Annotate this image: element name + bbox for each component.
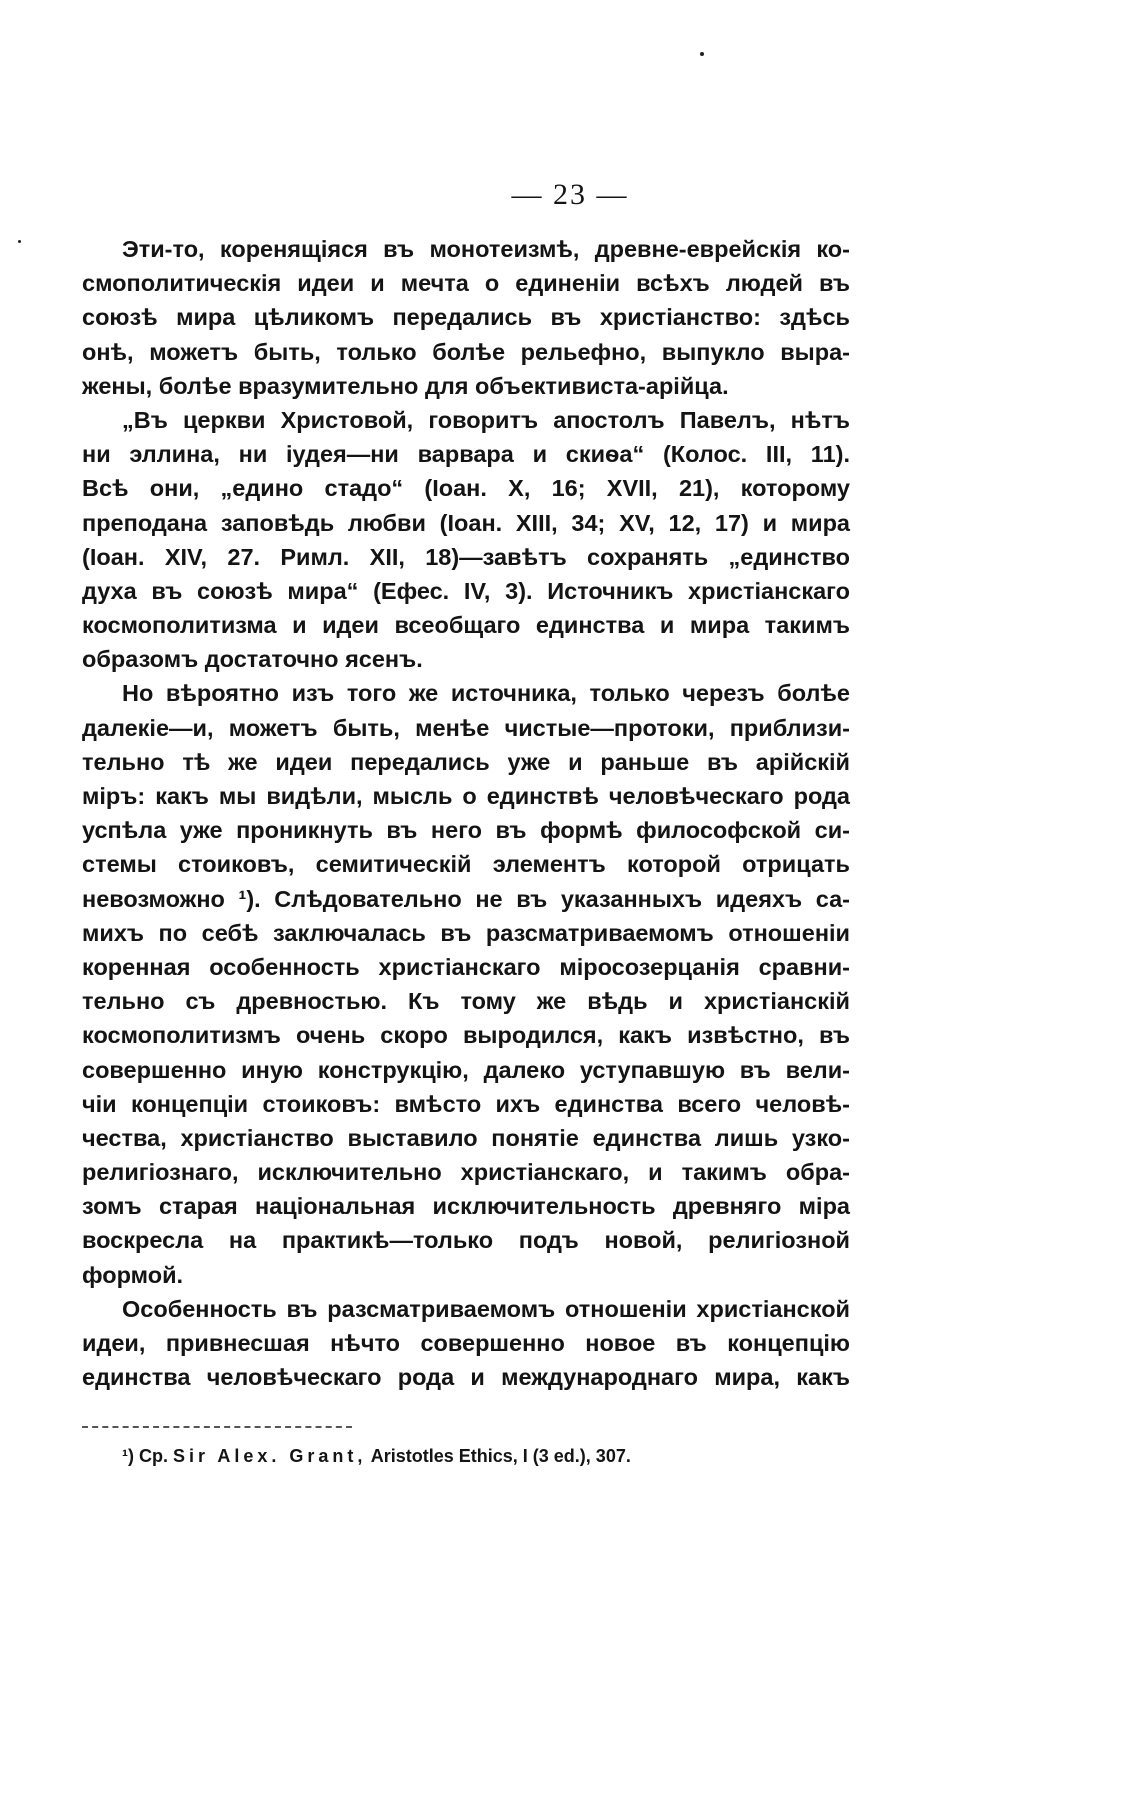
paragraph-1 [82, 232, 850, 403]
text-line: чества, христіанство выставило понятіе единства лишь узко- [82, 1124, 850, 1151]
text-line: космополитизма и идеи всеобщаго единства и мира такимъ [82, 612, 850, 639]
text-line: „Въ церкви Христовой, говоритъ апостолъ Павелъ, нѣтъ [122, 406, 850, 433]
text-line: стемы стоиковъ, семитическій элементъ которой отрицать [82, 851, 850, 878]
text-line: Всѣ они, „едино стадо“ (Іоан. X, 16; XVII, 21), которому [82, 475, 850, 502]
text-line: зомъ старая національная исключительность древняго міра [82, 1193, 850, 1220]
body-text [82, 232, 850, 1394]
text-line: образомъ достаточно ясенъ. [82, 646, 423, 673]
footnote-marker: ¹) [122, 1446, 134, 1466]
footnote-reference: Aristotles Ethics, I (3 ed.), 307. [370, 1446, 631, 1466]
text-line: невозможно ¹). Слѣдовательно не въ указанныхъ идеяхъ са- [82, 885, 850, 912]
text-line: совершенно иную конструкцію, далеко уступавшую въ вели- [82, 1056, 850, 1083]
text-line: далекіе—и, можетъ быть, менѣе чистые—протоки, приблизи- [82, 714, 850, 741]
text-line: союзѣ мира цѣликомъ передались въ христіанство: здѣсь [82, 304, 850, 331]
paragraph-4 [82, 1292, 850, 1395]
page-number: — 23 — [511, 178, 629, 211]
paragraph-2 [82, 403, 850, 677]
footnote [122, 1446, 631, 1467]
footnote-author: Sir Alex. Grant, [173, 1446, 367, 1466]
text-line: космополитизмъ очень скоро выродился, какъ извѣстно, въ [82, 1022, 850, 1049]
text-line: религіознаго, исключительно христіанскаго, и такимъ обра- [82, 1159, 850, 1186]
text-line: преподана заповѣдь любви (Іоан. XIII, 34; XV, 12, 17) и мира [82, 509, 850, 536]
scan-speck [700, 52, 704, 56]
text-line: чіи концепціи стоиковъ: вмѣсто ихъ единства всего человѣ- [82, 1090, 850, 1117]
text-line: воскресла на практикѣ—только подъ новой, религіозной [82, 1227, 850, 1254]
text-line: міръ: какъ мы видѣли, мысль о единствѣ человѣческаго рода [82, 783, 850, 809]
text-line: смополитическія идеи и мечта о единеніи всѣхъ людей въ [82, 270, 850, 297]
text-line: духа въ союзѣ мира“ (Ефес. IV, 3). Источникъ христіанскаго [82, 577, 850, 604]
footnote-divider [82, 1426, 352, 1428]
paragraph-3 [82, 676, 850, 1291]
text-line: тельно съ древностью. Къ тому же вѣдь и христіанскій [82, 988, 850, 1015]
text-line: тельно тѣ же идеи передались уже и раньше въ арійскій [82, 748, 850, 775]
text-line: единства человѣческаго рода и международнаго мира, какъ [82, 1364, 850, 1391]
text-line: формой. [82, 1261, 184, 1288]
text-line: михъ по себѣ заключалась въ разсматриваемомъ отношеніи [82, 919, 850, 946]
footnote-prefix: Ср. [139, 1446, 169, 1466]
text-line: Особенность въ разсматриваемомъ отношеніи христіанской [122, 1295, 850, 1322]
text-line: ни эллина, ни іудея—ни варвара и скиѳа“ (Колос. III, 11). [82, 441, 850, 468]
text-line: Эти-то, коренящіяся въ монотеизмѣ, древне-еврейскія ко- [122, 236, 850, 262]
text-line: идеи, привнесшая нѣчто совершенно новое въ концепцію [82, 1330, 850, 1356]
text-line: (Іоан. XIV, 27. Римл. XII, 18)—завѣтъ сохранять „единство [82, 543, 850, 570]
scan-speck [18, 240, 21, 243]
text-line: успѣла уже проникнуть въ него въ формѣ философской си- [82, 817, 850, 844]
text-line: коренная особенность христіанскаго міросозерцанія сравни- [82, 953, 850, 980]
text-line: Но вѣроятно изъ того же источника, только черезъ болѣе [122, 680, 850, 707]
text-line: жены, болѣе вразумительно для объективиста-арійца. [82, 372, 729, 399]
text-line: онѣ, можетъ быть, только болѣе рельефно, выпукло выра- [82, 338, 850, 365]
